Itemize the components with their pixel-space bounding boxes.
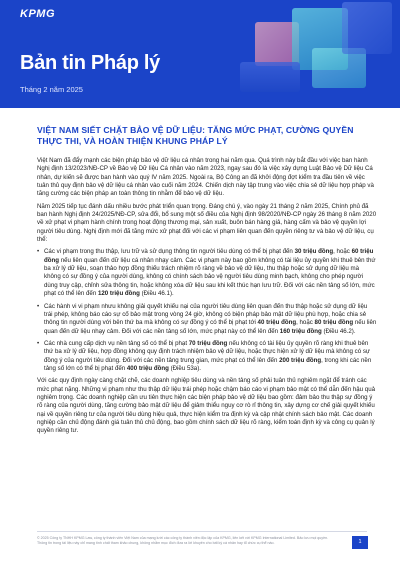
footer-divider (37, 531, 367, 532)
footer-disclaimer: © 2025 Công ty TNHH KPMG Law, công ty thành viên Việt Nam của mạng lưới các công ty thành viên độc lập của KPMG, liên kết với KPMG International Limited. Bảo lưu mọi quyền. Thông tin trong tài liệu này chỉ mang tính chất tham khảo chung, không nhằm mục đích đưa ra lời khuyên cho bất kỳ cá nhân hay tổ chức cụ thể nào. (37, 536, 329, 545)
penalty-list (37, 248, 377, 373)
list-item: • Các hành vi vi phạm nhưu không giải quyết khiếu nại của người tiêu dùng liên quan đến thu thập hoặc sử dụng dữ liệu trái phép, không báo cáo sự cố bảo mật trong vòng 24 giờ, không có biện pháp bảo mật dữ liệu phù hợp, hoặc chia sẻ thông tin người dùng với bên thứ ba mà không có sự đồng ý có thể bị phạt tới 40 triệu đồng, hoặc 80 triệu đồng nếu liên quan đến dữ liệu nhạy cảm. Đối với các nền tảng số lớn, mức phạt này có thể lên đến 160 triệu đồng (Điều 46.2). (37, 302, 377, 335)
newsletter-header (0, 0, 400, 108)
newsletter-title: Bản tin Pháp lý (20, 52, 160, 74)
article-body (37, 157, 377, 440)
issue-date: Tháng 2 năm 2025 (20, 85, 83, 94)
paragraph-intro: Việt Nam đã đẩy mạnh các biện pháp bảo vệ dữ liệu cá nhân trong hai năm qua. Quá trình này bắt đầu với việc ban hành Nghị định 13/2023/NĐ-CP về Bảo vệ Dữ liệu Cá nhân vào năm 2023, ngay sau đó là việc xây dựng Luật Bảo vệ Dữ liệu Cá nhân, dự kiến sẽ được ban hành vào quý IV năm 2025. Ngoài ra, Bộ Công an đã khởi động đợt kiểm tra đầu tiên về việc tuân thủ quy định bảo vệ dữ liệu cá nhân vào cuối năm 2024. Chiến dịch này tập trung vào việc chia sẻ dữ liệu hợp pháp và tăng cường các biện pháp an toàn thông tin nhằm để bảo vệ dữ liệu. (37, 157, 374, 198)
paragraph-compliance: Với các quy định ngày càng chặt chẽ, các doanh nghiệp tiêu dùng và nền tảng số phải tuân thủ nghiêm ngặt để tránh các mức phạt nặng. Những vi phạm như thu thập dữ liệu trái phép hoặc chậm báo cáo vi phạm bảo mật có thể dẫn đến hậu quả nghiêm trọng. Các doanh nghiệp cần ưu tiên thực hiện các biện pháp bảo vệ dữ liệu bao gồm: đảm bảo thu thập sự đồng ý rõ ràng của người dùng, tăng cường bảo mật dữ liệu để giảm thiểu nguy cơ rò rỉ thông tin, xây dựng cơ chế giải quyết khiếu nại về quyền riêng tư của người tiêu dùng hiệu quả, thực hiện kiểm tra định kỳ và cập nhật chính sách bảo mật. Các doanh nghiệp cần chủ động đánh giá tuân thủ chủ động, bao gồm chính sách dữ liệu rõ ràng, kiểm toán định kỳ và công cụ quản lý quyền riêng tư. (37, 377, 376, 435)
paragraph-2025: Năm 2025 tiếp tục đánh dấu nhiều bước phát triển quan trọng. Đáng chú ý, vào ngày 21 tháng 2 năm 2025, Chính phủ đã ban hành Nghị định 24/2025/NĐ-CP, sửa đổi, bổ sung một số điều của Nghị định 98/2020/NĐ-CP ngày 26 tháng 8 năm 2020 về xử phạt vi phạm hành chính trong hoạt động thương mại, sản xuất, buôn bán hàng giả, hàng cấm và bảo vệ quyền lợi người tiêu dùng. Nghị định mới đã tăng mức xử phạt đối với các vi phạm liên quan đến quyền riêng tư và bảo vệ dữ liệu, cụ thể: (37, 202, 377, 244)
page-number: 1 (352, 536, 368, 549)
decorative-cube (312, 48, 366, 88)
list-item: • Các nhà cung cấp dịch vụ nền tảng số có thể bị phạt 70 triệu đồng nếu không có tài liệu ủy quyền rõ ràng khi thuê bên thứ ba xử lý dữ liệu, hợp đồng không quy định trách nhiệm bảo vệ dữ liệu, hoặc thực hiện xử lý dữ liệu mà không có sự đồng ý của người tiêu dùng. Đối với các nền tảng trung gian, mức phạt có thể lên đến 200 triệu đồng, trong khi các nền tảng số lớn có thể bị phạt đến 400 triệu đồng (Điều 53a). (37, 339, 372, 372)
kpmg-logo: KPMG (20, 8, 55, 20)
list-item: • Các vi phạm trong thu thập, lưu trữ và sử dụng thông tin người tiêu dùng có thể bị phạt đến 30 triệu đồng, hoặc 60 triệu đồng nếu liên quan đến dữ liệu cá nhân nhạy cảm. Các vi phạm này bao gồm không có tài liệu ủy quyền khi thuê bên thứ ba xử lý dữ liệu, soạn thảo hợp đồng thiếu trách nhiệm rõ ràng về bảo vệ dữ liệu, thu thập hoặc sử dụng dữ liệu mà không có sự đồng ý của người dùng, không có chính sách bảo vệ người tiêu dùng minh bạch, không cho phép người dùng truy cập, chỉnh sửa thông tin, hoặc không xóa dữ liệu sau khi kết thúc hạn lưu trữ. Đối với các nền tảng số lớn, mức phạt có thể lên đến 120 triệu đồng (Điều 46.1). (37, 248, 376, 298)
article-headline: VIỆT NAM SIẾT CHẶT BẢO VỆ DỮ LIỆU: TĂNG MỨC PHẠT, CƯỜNG QUYỀN THỰC THI, VÀ HOÀN THIỆN KHUNG PHÁP LÝ (37, 125, 354, 146)
bullet-icon: • (37, 248, 40, 256)
bullet-icon: • (37, 302, 40, 310)
decorative-cube (342, 2, 392, 54)
bullet-icon: • (37, 339, 40, 347)
decorative-cube (240, 62, 300, 92)
